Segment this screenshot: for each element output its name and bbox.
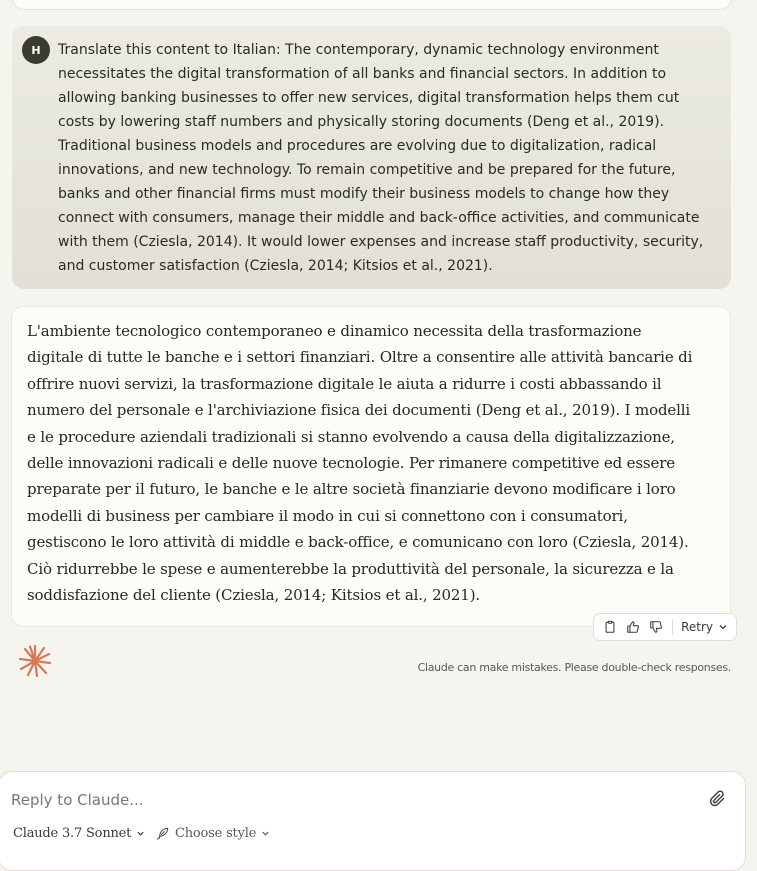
chevron-down-icon	[718, 622, 728, 632]
retry-button[interactable]	[681, 620, 728, 634]
reply-input[interactable]	[11, 788, 651, 812]
assistant-message	[11, 306, 731, 627]
model-label: Claude 3.7 Sonnet	[13, 826, 132, 841]
style-label: Choose style	[175, 826, 257, 841]
claude-spark-icon	[18, 644, 52, 678]
user-message-text: Translate this content to Italian: The contemporary, dynamic technology environment necessitates the digital transformation of all banks and financial sectors. In addition to allowing banking businesses to offer new services, digital transformation helps them cut costs by lowering staff numbers and physically storing documents (Deng et al., 2019). Traditional business models and procedures are evolving due to digitalization, radical innovations, and new technology. To remain competitive and be prepared for the future, banks and other financial firms must modify their business models to change how they connect with consumers, manage their middle and back-office activities, and communicate with them (Cziesla, 2014). It would lower expenses and increase staff productivity, security, and customer satisfaction (Cziesla, 2014; Kitsios et al., 2021).	[58, 42, 704, 274]
user-avatar: H	[22, 36, 50, 64]
thumbs-down-icon[interactable]	[649, 619, 664, 635]
paperclip-icon[interactable]	[709, 790, 727, 808]
feather-icon	[155, 826, 170, 841]
model-selector[interactable]	[13, 826, 145, 841]
style-selector[interactable]	[155, 826, 270, 841]
previous-message-card	[12, 0, 732, 10]
thumbs-up-icon[interactable]	[625, 619, 640, 635]
action-divider	[672, 619, 673, 635]
message-actions	[593, 613, 737, 641]
assistant-message-text: L'ambiente tecnologico contemporaneo e dinamico necessita della trasformazione digitale di tutte le banche e i settori finanziari. Oltre a consentire alle attività bancarie di offrire nuovi servizi, la trasformazione digitale le aiuta a ridurre i costi abbassando il numero del personale e l'archiviazione fisica dei documenti (Deng et al., 2019). I modelli e le procedure aziendali tradizionali si stanno evolvendo a causa della digitalizzazione, delle innovazioni radicali e delle nuove tecnologie. Per rimanere competitive ed essere preparate per il futuro, le banche e le altre società finanziarie devono modificare i loro modelli di business per cambiare il modo in cui si connettono con i consumatori, gestiscono le loro attività di middle e back-office, e comunicano con loro (Cziesla, 2014). Ciò ridurrebbe le spese e aumenterebbe la produttività del personale, la sicurezza e la soddisfazione del cliente (Cziesla, 2014; Kitsios et al., 2021).	[27, 322, 693, 605]
chevron-down-icon	[261, 829, 270, 838]
retry-label: Retry	[681, 620, 713, 634]
chevron-down-icon	[136, 829, 145, 838]
disclaimer-text: Claude can make mistakes. Please double-check responses.	[417, 661, 731, 674]
clipboard-icon[interactable]	[602, 619, 617, 635]
user-message	[12, 26, 731, 289]
composer	[0, 771, 746, 871]
